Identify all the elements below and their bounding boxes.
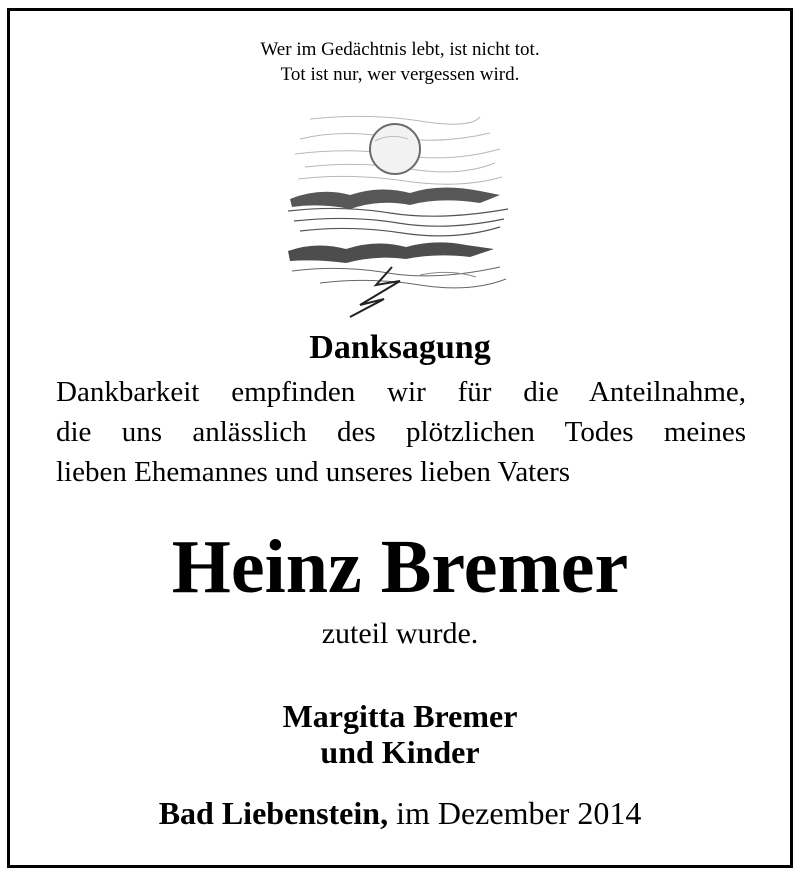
motto-line: Tot ist nur, wer vergessen wird. (280, 64, 520, 85)
notice-heading: Danksagung (309, 329, 491, 366)
moon-over-sea-sketch-icon (280, 99, 514, 321)
paragraph-line: lieben Ehemannes und unseres lieben Vaters (56, 456, 571, 488)
paragraph-line: die uns anlässlich des plötzlichen Todes meines (56, 416, 746, 448)
notice-border (7, 8, 793, 868)
motto-quote (10, 37, 790, 87)
motto-line: Wer im Gedächtnis lebt, ist nicht tot. (260, 39, 540, 60)
notice-content (10, 11, 790, 865)
place-and-date (10, 793, 790, 833)
signer-line: und Kinder (320, 734, 480, 770)
place-name: Bad Liebenstein, (158, 795, 389, 831)
date-text: im Dezember 2014 (388, 795, 642, 831)
deceased-name: Heinz Bremer (171, 525, 629, 609)
thanks-paragraph (56, 372, 746, 492)
paragraph-line: Dankbarkeit empfinden wir für die Anteilnahme, (56, 376, 746, 408)
signer-line: Margitta Bremer (282, 698, 518, 734)
signature-block (10, 698, 790, 770)
closing-phrase: zuteil wurde. (321, 617, 479, 650)
